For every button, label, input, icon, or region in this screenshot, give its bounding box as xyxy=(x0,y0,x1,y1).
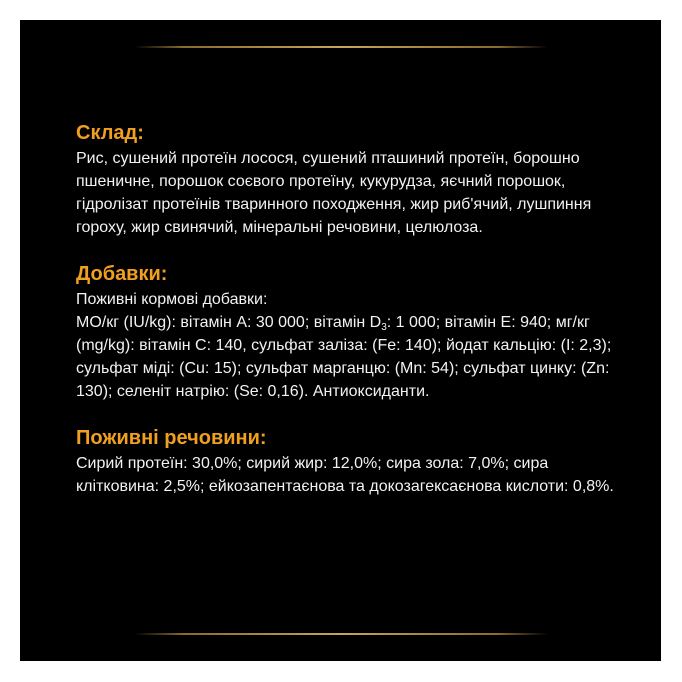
nutrients-text: Сирий протеїн: 30,0%; сирий жир: 12,0%; сира зола: 7,0%; сира клітковина: 2,5%; ейкозапентаєнова та докозагексаєнова кислоти: 0,8%. xyxy=(76,455,614,495)
additives-text-end: : 1 000; вітамін Е: 940; мг/кг (mg/kg): вітамін С: 140, сульфат заліза: (Fe: 140); йодат кальцію: (I: 2,3); сульфат міді: (Cu: 15); сульфат марганцю: (Mn: 54); сульфат цинку: (Zn: 130); селеніт натрію: (Se: 0,16). Антиоксиданти. xyxy=(76,314,612,400)
composition-text: Рис, сушений протеїн лосося, сушений пташиний протеїн, борошно пшеничне, порошок соєвого протеїну, кукурудза, яєчний порошок, гідролізат протеїнів тваринного походження, жир риб'ячий, лушпиння гороху, жир свинячий, мінеральні речовини, целюлоза. xyxy=(76,150,592,236)
label-panel xyxy=(20,20,661,661)
additives-text xyxy=(76,288,621,403)
bottom-gold-divider xyxy=(134,633,548,635)
nutrients-section xyxy=(76,425,621,498)
composition-heading: Склад: xyxy=(76,122,144,144)
additives-section xyxy=(76,261,621,403)
composition-section xyxy=(76,120,621,239)
nutrients-heading: Поживні речовини: xyxy=(76,427,267,449)
additives-text-start: МО/кг (IU/kg): вітамін А: 30 000; вітамін D xyxy=(76,314,382,331)
top-gold-divider xyxy=(134,46,548,48)
additives-heading: Добавки: xyxy=(76,263,168,285)
vitamin-d-subscript: 3 xyxy=(381,322,387,333)
additives-intro: Поживні кормові добавки: xyxy=(76,291,268,308)
label-content xyxy=(76,120,621,520)
